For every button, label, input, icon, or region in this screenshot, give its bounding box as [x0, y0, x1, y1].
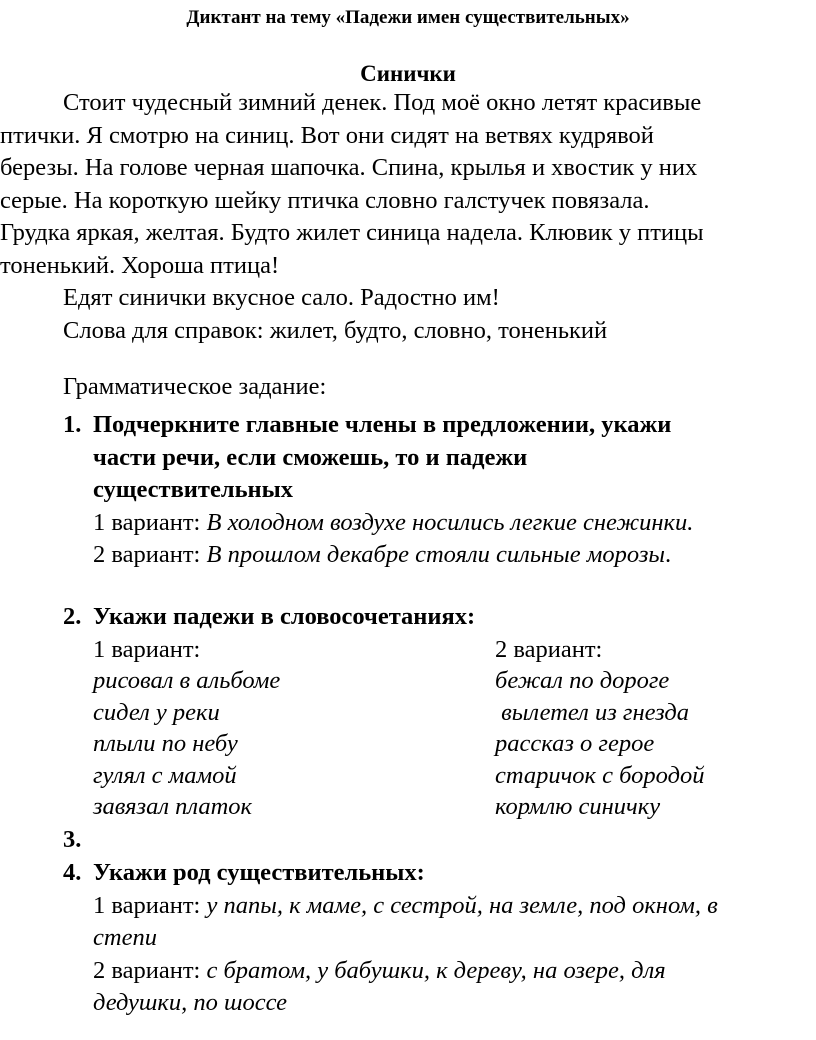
variant-label: 1 вариант:: [93, 508, 207, 536]
phrase: сидел у реки: [93, 698, 220, 726]
story-line: Едят синички вкусное сало. Радостно им!: [63, 284, 500, 311]
task-1-text: части речи, если сможешь, то и падежи: [93, 443, 528, 471]
phrase-row: [93, 791, 743, 823]
story-line: березы. На голове черная шапочка. Спина, крылья и хвостик у них: [0, 154, 698, 181]
task-2-title: Укажи падежи в словосочетаниях:: [93, 603, 476, 630]
story-line: тоненький. Хороша птица!: [0, 251, 280, 279]
phrase: вылетел из гнезда: [495, 698, 690, 726]
variant-words: у папы, к маме, с сестрой, на земле, под окном, в: [206, 891, 718, 919]
variant-sentence: В холодном воздухе носились легкие снежинки.: [206, 508, 694, 536]
task-2: [63, 601, 803, 823]
variant-sentence: В прошлом декабре стояли сильные морозы: [206, 541, 665, 568]
story-line: птички. Я смотрю на синиц. Вот они сидят на ветвях кудрявой: [0, 121, 654, 149]
grammar-heading: Грамматическое задание:: [63, 373, 327, 400]
column-labels-row: [93, 634, 743, 666]
task-1: [63, 409, 803, 572]
task-1-variant-2: [93, 539, 803, 572]
variant-2-label: 2 вариант:: [495, 635, 603, 663]
variant-1-label: 1 вариант:: [93, 635, 201, 663]
task-number: 3.: [63, 826, 82, 853]
task-number: 4.: [63, 859, 82, 886]
task-4-variant-1: [93, 890, 803, 923]
story-line: серые. На короткую шейку птичка словно галстучек повязала.: [0, 186, 650, 214]
phrase: рассказ о герое: [495, 730, 655, 757]
story-line: Стоит чудесный зимний денек. Под моё окно летят красивые: [63, 89, 702, 116]
story-text: [0, 87, 816, 347]
task-number: 2.: [63, 603, 82, 630]
story-line: Грудка яркая, желтая. Будто жилет синица надела. Клювик у птицы: [0, 219, 704, 246]
task-4-variant-2: [93, 955, 803, 988]
phrase: завязал платок: [93, 793, 253, 820]
task-4-title: Укажи род существительных:: [93, 859, 425, 886]
phrase: старичок с бородой: [495, 761, 705, 789]
variant-words: дедушки, по шоссе: [93, 989, 288, 1016]
variant-words: степи: [93, 924, 157, 951]
task-4: [63, 857, 803, 1020]
task-1-variant-1: [93, 507, 803, 540]
task-1-text: Подчеркните главные члены в предложении, укажи: [93, 411, 672, 438]
phrase-columns: [93, 634, 743, 823]
phrase-row: [93, 665, 743, 697]
variant-label: 2 вариант:: [93, 956, 207, 984]
variant-label: 2 вариант:: [93, 541, 207, 568]
variant-words: с братом, у бабушки, к дереву, на озере, для: [206, 956, 666, 984]
phrase-row: [93, 760, 743, 792]
document-title: Диктант на тему «Падежи имен существительных»: [186, 7, 630, 28]
task-1-text: существительных: [93, 476, 294, 503]
phrase: гулял с мамой: [93, 761, 237, 789]
story-title: Синички: [360, 61, 456, 86]
phrase: кормлю синичку: [495, 793, 661, 820]
variant-label: 1 вариант:: [93, 891, 207, 919]
phrase: рисовал в альбоме: [93, 667, 281, 694]
task-number: 1.: [63, 411, 82, 438]
word-hints: Слова для справок: жилет, будто, словно, тоненький: [63, 316, 608, 344]
phrase-row: [93, 697, 743, 729]
phrase: бежал по дороге: [495, 667, 670, 694]
sentence-end: .: [664, 541, 672, 568]
phrase-row: [93, 728, 743, 760]
phrase: плыли по небу: [93, 730, 238, 757]
